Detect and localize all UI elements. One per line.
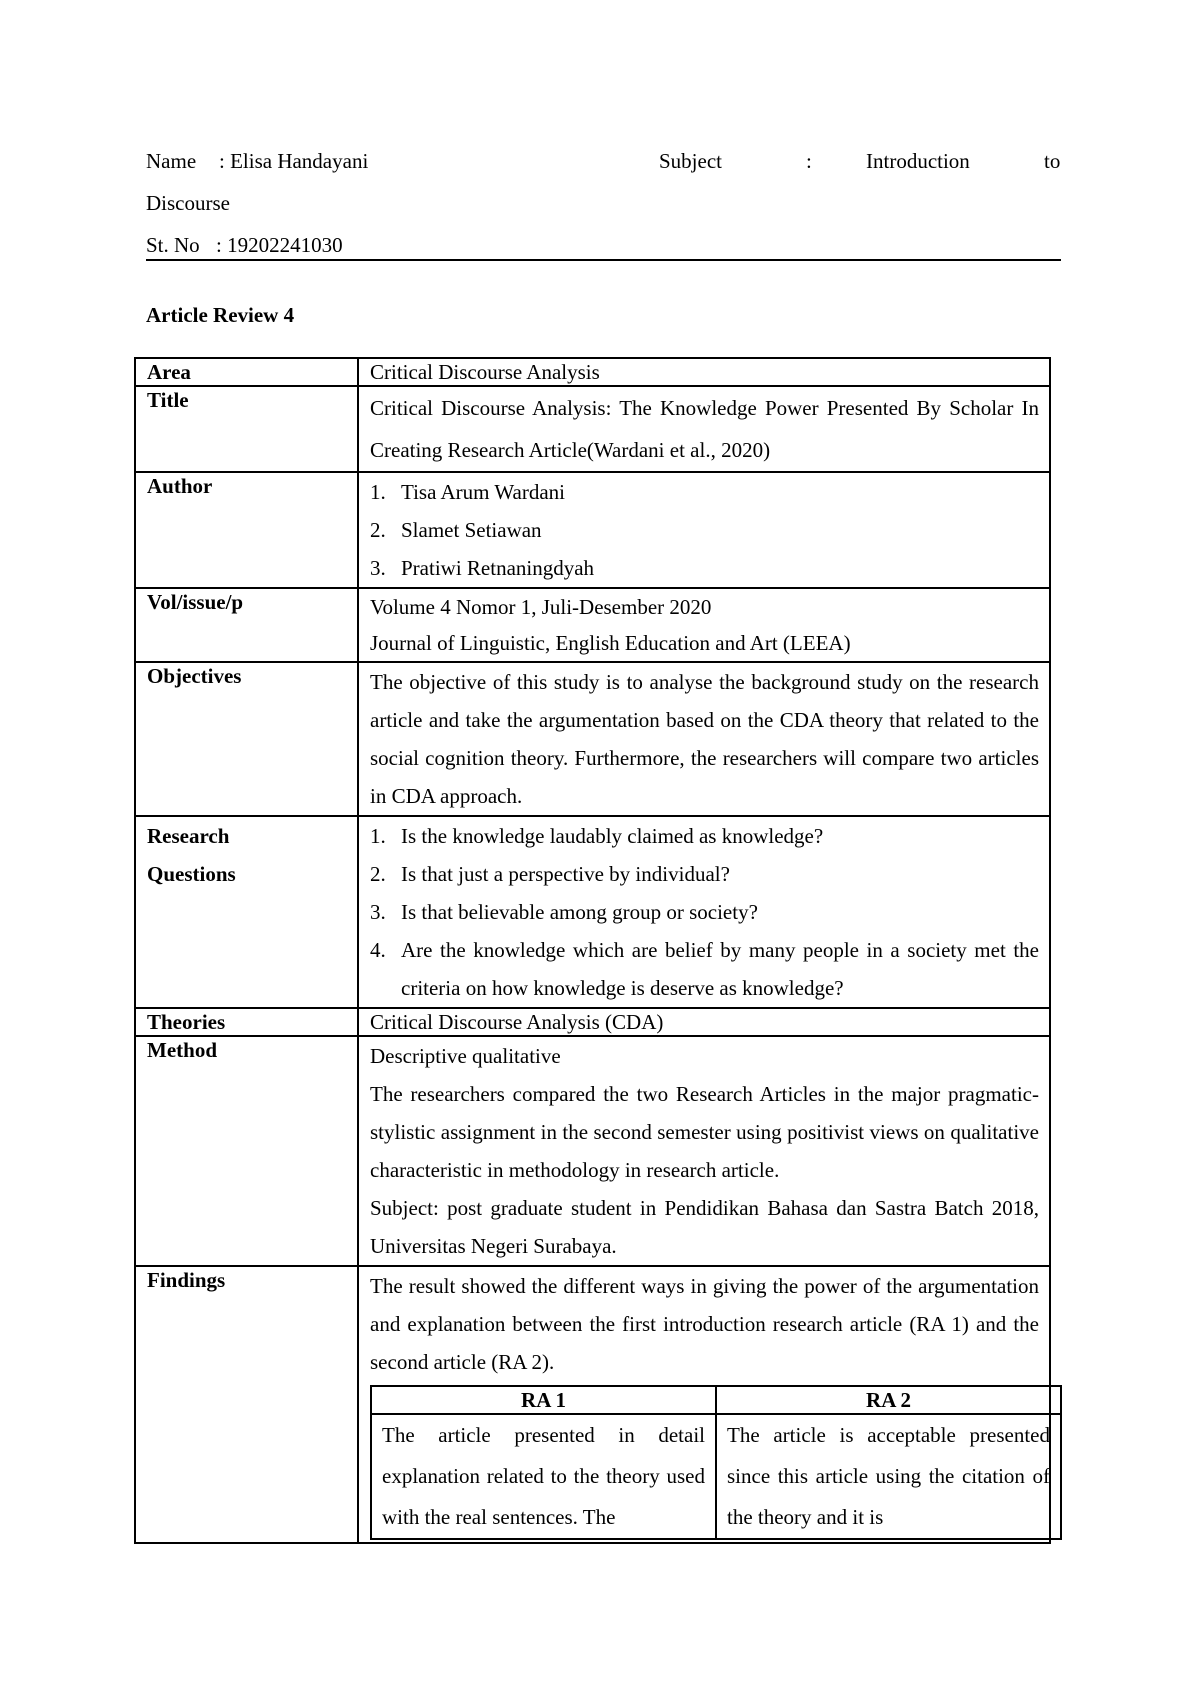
list-item: 1. Tisa Arum Wardani [370,480,565,504]
row-findings [135,1266,1050,1543]
name-value: : Elisa Handayani [219,149,369,173]
ra2-header: RA 2 [716,1386,1061,1414]
subject-value-word2: to [1044,149,1061,173]
review-table [134,357,1051,1544]
objectives-label: Objectives [135,662,358,816]
questions-label: Research Questions [135,816,358,1008]
row-method [135,1036,1050,1266]
row-vol [135,588,1050,662]
vol-line2: Journal of Linguistic, English Education and Art (LEEA) [370,631,851,655]
list-item: 3. Is that believable among group or society? [370,900,758,924]
row-author [135,472,1050,588]
theories-label: Theories [135,1008,358,1036]
list-item: 2. Is that just a perspective by individual? [370,862,730,886]
list-item: 2. Slamet Setiawan [370,518,542,542]
vol-label: Vol/issue/p [135,588,358,662]
ra-header-row [371,1386,1061,1414]
method-line1: Descriptive qualitative [370,1044,561,1068]
vol-line1: Volume 4 Nomor 1, Juli-Desember 2020 [370,595,712,619]
questions-value [358,816,1050,1008]
page-title: Article Review 4 [146,303,295,327]
row-questions [135,816,1050,1008]
method-para: The researchers compared the two Research Articles in the major pragmatic-stylistic assignment in the second semester using positivist views on qualitative characteristic in methodology in research article. [370,1082,1039,1182]
findings-value [358,1266,1050,1543]
title-value: Critical Discourse Analysis: The Knowledge Power Presented By Scholar In Creating Research Article(Wardani et al., 2020) [358,386,1050,472]
questions-list [370,817,1039,1007]
findings-label: Findings [135,1266,358,1543]
list-item: 3. Pratiwi Retnaningdyah [370,556,595,580]
author-label: Author [135,472,358,588]
ra1-header: RA 1 [371,1386,716,1414]
ra-comparison-table [370,1385,1062,1540]
stno-value: : 19202241030 [216,233,343,257]
header-divider [146,259,1061,261]
table-row [371,1414,1061,1539]
objectives-value: The objective of this study is to analyse the background study on the research article and take the argumentation based on the CDA theory that related to the social cognition theory. Furthermore, the researchers will compare two articles in CDA approach. [358,662,1050,816]
row-objectives [135,662,1050,816]
author-list [370,473,1039,587]
row-theories [135,1008,1050,1036]
method-value [358,1036,1050,1266]
theories-value: Critical Discourse Analysis (CDA) [358,1008,1050,1036]
list-item: 4. Are the knowledge which are belief by many people in a society met the criteria on how knowledge is deserve as knowledge? [370,938,1039,1000]
subject-value-word1: Introduction [866,149,970,173]
ra2-cell: The article is acceptable presented since this article using the citation of the theory and it is [716,1414,1061,1539]
ra1-cell: The article presented in detail explanation related to the theory used with the real sentences. The [371,1414,716,1539]
area-value: Critical Discourse Analysis [358,358,1050,386]
row-title [135,386,1050,472]
list-item: 1. Is the knowledge laudably claimed as knowledge? [370,824,824,848]
row-area [135,358,1050,386]
method-label: Method [135,1036,358,1266]
area-label: Area [135,358,358,386]
title-label: Title [135,386,358,472]
vol-value [358,588,1050,662]
findings-text: The result showed the different ways in giving the power of the argumentation and explanation between the first introduction research article (RA 1) and the second article (RA 2). [370,1274,1039,1374]
method-subject: Subject: post graduate student in Pendidikan Bahasa dan Sastra Batch 2018, Universitas Negeri Surabaya. [370,1196,1039,1258]
name-label: Name [146,149,197,173]
stno-label: St. No [146,233,200,257]
subject-label: Subject [659,149,722,173]
subject-colon: : [806,149,812,173]
subject-value-line2: Discourse [146,191,230,215]
author-value [358,472,1050,588]
